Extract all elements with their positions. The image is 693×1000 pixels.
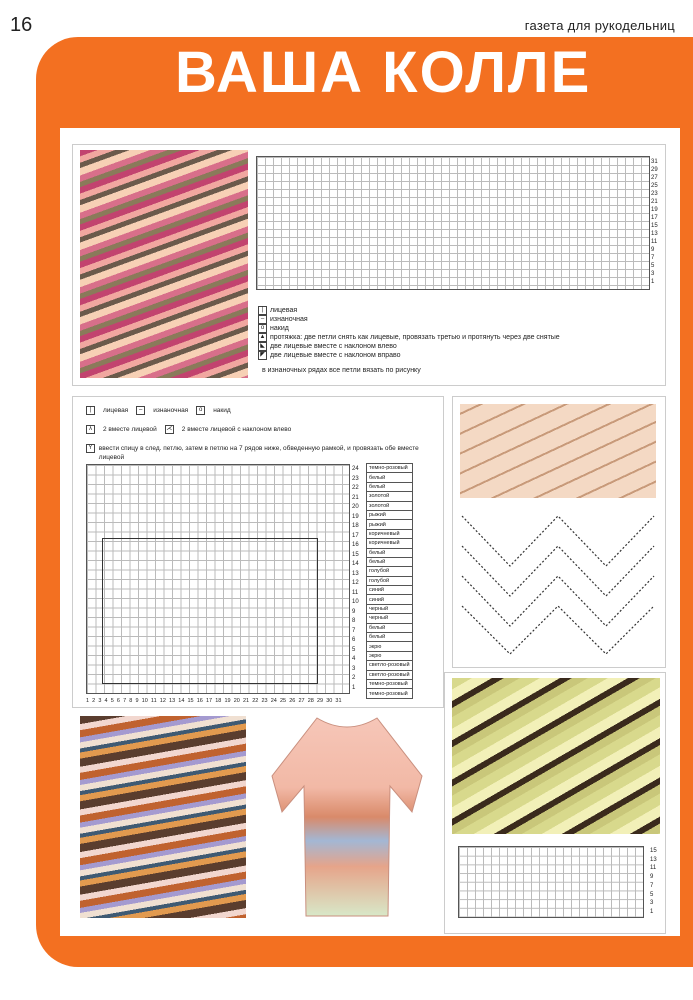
zigzag-knit-photo-1	[80, 150, 248, 378]
dress-silhouette	[262, 716, 432, 918]
chart-2-row-number: 15	[352, 551, 359, 558]
color-cell: экрю	[367, 642, 413, 651]
chart-2-row-number: 1	[352, 684, 356, 691]
chart-2-row-number: 5	[352, 646, 356, 653]
chart-2-row-number: 21	[352, 494, 359, 501]
chart-3-row-numbers	[650, 847, 657, 917]
page-number: 16	[10, 14, 33, 36]
legend-item	[258, 351, 638, 360]
chart-2-row-number: 9	[352, 608, 356, 615]
chart-1-row-number: 29	[651, 167, 658, 173]
multicolor-knit-photo	[80, 716, 246, 918]
chart-2-row-number: 8	[352, 618, 356, 624]
chart-2-row-number: 7	[352, 627, 356, 634]
color-cell: светло-розовый	[367, 661, 413, 670]
legend-label: две лицевые вместе с наклоном влево	[270, 343, 397, 350]
scallop-left	[44, 130, 60, 930]
chart-1-row-number: 17	[651, 215, 658, 221]
color-cell: темно-розовый	[367, 689, 413, 698]
color-cell: темно-розовый	[367, 679, 413, 688]
legend-label: 2 вместе лицевой с наклоном влево	[181, 426, 292, 433]
chart-3-row-number: 3	[650, 900, 654, 907]
page-title: ВАША КОЛЛЕ	[175, 40, 592, 105]
legend-label: лицевая	[270, 307, 298, 314]
ssk-symbol-icon: ⋌	[166, 426, 173, 432]
chart-3-grid	[458, 846, 644, 918]
chart-2-row-number: 10	[352, 599, 359, 605]
chart-1-note: в изнаночных рядах все петли вязать по рисунку	[262, 367, 421, 374]
chart-1-row-number: 15	[651, 223, 658, 229]
chart-1-row-number: 13	[651, 231, 658, 237]
legend-item	[258, 324, 638, 333]
legend-item	[258, 333, 638, 342]
k2tog-symbol-icon: λ	[86, 425, 95, 434]
legend-label: две лицевые вместе с наклоном вправо	[270, 352, 401, 359]
legend-item	[258, 306, 638, 315]
chart-1-legend	[258, 306, 638, 360]
left-decrease-icon: ◣	[258, 342, 267, 351]
chart-3-row-number: 13	[650, 856, 657, 863]
chart-2-row-number: 12	[352, 580, 359, 586]
chart-2-legend-line-1	[86, 406, 231, 415]
color-cell: коричневый	[367, 539, 413, 548]
legend-label: накид	[270, 325, 289, 332]
color-cell: золотой	[367, 501, 413, 510]
color-cell: белый	[367, 482, 413, 491]
color-cell: синий	[367, 595, 413, 604]
knit-symbol-icon: |	[86, 406, 95, 415]
chart-1-row-number: 25	[651, 183, 658, 189]
header-note: газета для рукодельниц	[524, 18, 675, 33]
chart-3-row-number: 15	[650, 848, 657, 854]
lace-zigzag-photo	[460, 404, 656, 498]
knit-symbol-icon: |	[258, 306, 267, 315]
color-cell: белый	[367, 633, 413, 642]
color-cell: черный	[367, 604, 413, 613]
chart-2-highlight-frame	[102, 538, 318, 684]
chart-2-row-number: 6	[352, 637, 356, 643]
chart-1-row-number: 19	[651, 207, 658, 213]
color-cell: экрю	[367, 651, 413, 660]
chart-2-row-number: 4	[352, 656, 356, 662]
color-cell: голубой	[367, 567, 413, 576]
purl-symbol-icon: –	[258, 315, 267, 324]
chart-2-row-number: 14	[352, 561, 359, 567]
legend-label: протяжка: две петли снять как лицевые, провязать третью и протянуть через две снятые	[270, 334, 560, 341]
chart-2-row-number: 18	[352, 523, 359, 529]
color-cell: золотой	[367, 492, 413, 501]
chart-1-grid	[256, 156, 650, 290]
color-cell: синий	[367, 586, 413, 595]
chart-2-row-number: 17	[352, 532, 359, 539]
legend-label: изнаночная	[153, 407, 189, 414]
color-cell: светло-розовый	[367, 670, 413, 679]
chart-2-color-table	[366, 463, 413, 699]
chart-1-row-number: 21	[651, 199, 658, 205]
chart-1-row-number: 1	[651, 279, 655, 285]
chart-3-row-number: 7	[650, 882, 654, 889]
legend-label: ввести спицу в след. петлю, затем в петлю на 7 рядов ниже, обведенную рамкой, и провязать обе вместе лицевой	[98, 445, 419, 461]
color-cell: темно-розовый	[367, 464, 413, 473]
color-cell: голубой	[367, 576, 413, 585]
yellow-zigzag-photo	[452, 678, 660, 834]
chart-2-row-number: 23	[352, 475, 359, 482]
scallop-bottom	[60, 936, 680, 952]
chart-3-row-number: 5	[650, 891, 654, 898]
color-cell: белый	[367, 557, 413, 566]
color-cell: рыжий	[367, 520, 413, 529]
yarn-over-symbol-icon: o	[258, 324, 267, 333]
chart-2-row-number: 3	[352, 665, 356, 672]
legend-item	[258, 342, 638, 351]
scallop-top	[60, 112, 680, 128]
knitted-dress-photo	[262, 716, 432, 918]
chart-1-row-number: 5	[651, 263, 655, 269]
right-decrease-icon: ◤	[258, 351, 267, 360]
chart-1-row-number: 31	[651, 159, 658, 165]
chart-1-row-number: 3	[651, 271, 655, 277]
decrease-triangle-icon: ▲	[259, 334, 266, 340]
chart-2-row-number: 16	[352, 542, 359, 548]
chart-2-legend-line-2	[86, 425, 291, 434]
chart-3-row-number: 9	[650, 874, 654, 881]
color-cell: рыжий	[367, 510, 413, 519]
chart-3-row-number: 1	[650, 908, 654, 915]
chart-3-row-number: 11	[650, 865, 657, 872]
chart-2-legend-line-3	[86, 444, 436, 462]
yarn-over-symbol-icon: o	[196, 406, 205, 415]
chart-1-row-number: 9	[651, 247, 655, 253]
chart-1-row-number: 11	[651, 239, 658, 245]
chart-2-row-number: 13	[352, 570, 359, 577]
color-cell: белый	[367, 548, 413, 557]
chart-2-column-numbers: 1 2 3 4 5 6 7 8 9 10 11 12 13 14 15 16 17 18 19 20 21 22 23 24 25 26 27 28 29 30 31	[86, 698, 342, 704]
legend-label: лицевая	[103, 407, 129, 414]
chart-2-row-number: 22	[352, 485, 359, 491]
chart-2-row-number: 19	[352, 513, 359, 520]
chart-1-row-number: 23	[651, 191, 658, 197]
legend-label: накид	[213, 407, 231, 414]
color-cell: белый	[367, 623, 413, 632]
chart-2-row-number: 2	[352, 675, 356, 681]
chart-2-row-number: 11	[352, 589, 359, 596]
color-cell: черный	[367, 614, 413, 623]
chart-1-row-number: 7	[651, 255, 655, 261]
chart-1-row-number: 27	[651, 175, 658, 181]
special-stitch-icon: Y	[86, 444, 95, 453]
color-cell: коричневый	[367, 529, 413, 538]
color-cell: белый	[367, 473, 413, 482]
chart-2-row-numbers	[352, 465, 359, 693]
crochet-zigzag-diagram	[460, 506, 656, 656]
chart-2-row-number: 20	[352, 504, 359, 510]
chart-2-row-number: 24	[352, 466, 359, 472]
chart-1-row-numbers	[651, 158, 658, 286]
legend-label: 2 вместе лицевой	[103, 426, 157, 433]
purl-symbol-icon: –	[136, 406, 145, 415]
legend-item	[258, 315, 638, 324]
legend-label: изнаночная	[270, 316, 308, 323]
